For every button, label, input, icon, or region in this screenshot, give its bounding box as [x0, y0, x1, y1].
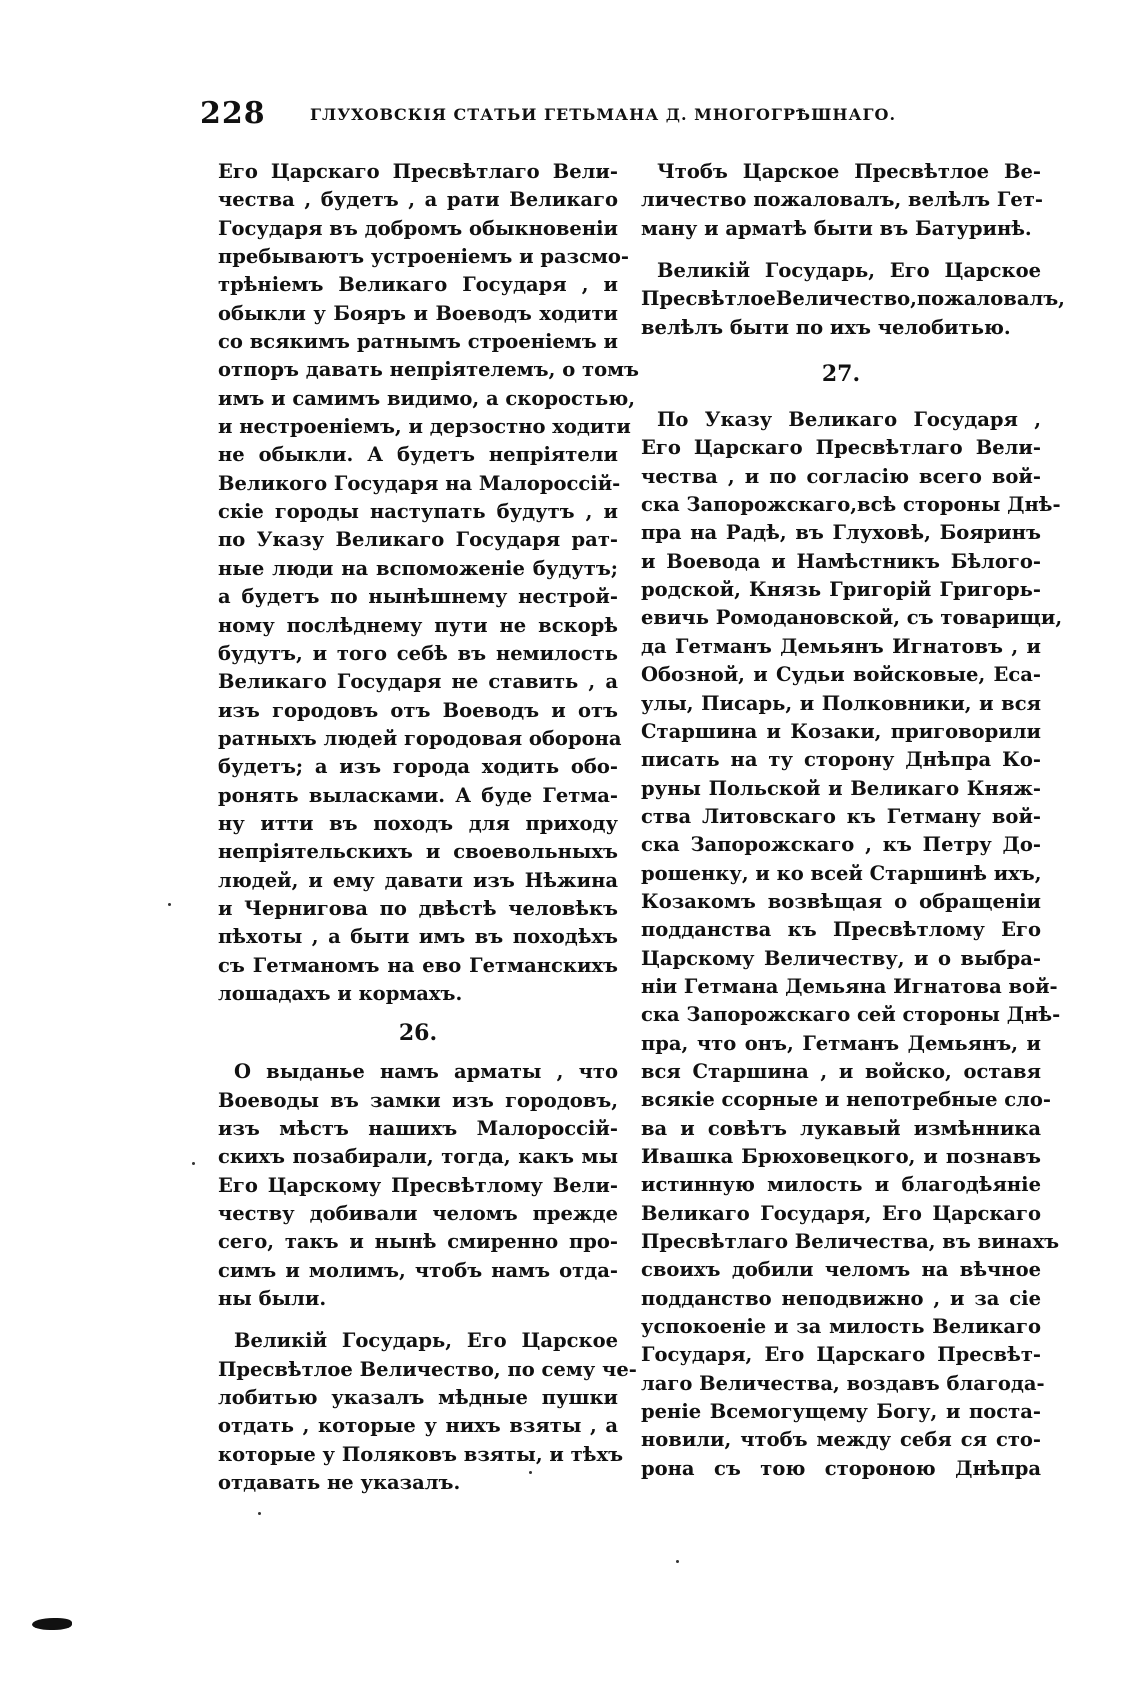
text-line: Его Царскаго Пресвѣтлаго Вели-: [641, 436, 1041, 460]
text-line: рошенку, и ко всей Старшинѣ ихъ,: [641, 861, 1042, 885]
paragraph-right-1: [641, 158, 1041, 243]
text-line: скіе городы наступать будутъ , и: [218, 500, 618, 524]
text-line: ніи Гетмана Демьяна Игнатова вой-: [641, 974, 1058, 998]
text-line: новили, чтобъ между себя ся сто-: [641, 1428, 1041, 1452]
text-line: Пресвѣтлое Величество, по сему че-: [218, 1357, 637, 1381]
text-line: Государя въ добромъ обыкновеніи: [218, 216, 618, 240]
text-line: которые у Поляковъ взяты, и тѣхъ: [218, 1442, 624, 1466]
text-line: пра, что онъ, Гетманъ Демьянъ, и: [641, 1031, 1041, 1055]
text-line: Пресвѣтлаго Величества, въ винахъ: [641, 1230, 1060, 1254]
right-column: [641, 158, 1065, 1483]
text-line: ратныхъ людей городовая оборона: [218, 726, 622, 750]
left-column: [218, 158, 639, 1497]
text-line: Чтобъ Царское Пресвѣтлое Ве-: [657, 160, 1041, 183]
text-line: и нестроеніемъ, и дерзостно ходити: [218, 415, 631, 439]
text-line: будутъ, и того себѣ въ немилость: [218, 641, 618, 665]
text-line: ска Запорожскаго , къ Петру До-: [641, 833, 1041, 857]
text-line: подданство неподвижно , и за сіе: [641, 1286, 1041, 1310]
text-line: а будетъ по нынѣшнему нестрой-: [218, 585, 618, 609]
text-line: сего, такъ и нынѣ смиренно про-: [218, 1230, 618, 1254]
text-line: со всякимъ ратнымъ строеніемъ и: [218, 330, 618, 354]
text-line: своихъ добили челомъ на вѣчное: [641, 1258, 1041, 1282]
text-line: ны были.: [218, 1287, 327, 1311]
text-line: скихъ позабирали, тогда, какъ мы: [218, 1145, 618, 1169]
text-line: Обозной, и Судьи войсковые, Еса-: [641, 663, 1041, 687]
text-line: руны Польской и Великаго Княж-: [641, 776, 1041, 800]
text-line: реніе Всемогущему Богу, и поста-: [641, 1400, 1041, 1424]
paragraph-right-2: [641, 257, 1065, 342]
text-line: Воеводы въ замки изъ городовъ,: [218, 1088, 618, 1112]
text-line: съ Гетманомъ на ево Гетманскихъ: [218, 953, 618, 977]
text-line: ну итти въ походъ для приходу: [218, 811, 618, 835]
text-line: Царскому Величеству, и о выбра-: [641, 946, 1041, 970]
text-line: Его Царскому Пресвѣтлому Вели-: [218, 1173, 618, 1197]
text-line: ману и арматѣ быти въ Батуринѣ.: [641, 216, 1032, 240]
scan-edge-mark: [32, 1618, 72, 1630]
text-line: обыкли у Бояръ и Воеводъ ходити: [218, 301, 618, 325]
text-line: Козакомъ возвѣщая о обращеніи: [641, 889, 1041, 913]
text-line: личество пожаловалъ, велѣлъ Гет-: [641, 188, 1043, 212]
text-line: Великаго Государя, Его Царскаго: [641, 1201, 1041, 1225]
text-line: по Указу Великаго Государя рат-: [218, 528, 618, 552]
text-line: ронять выласками. А буде Гетма-: [218, 783, 618, 807]
text-line: улы, Писарь, и Полковники, и вся: [641, 691, 1041, 715]
text-line: ные люди на вспоможеніе будутъ;: [218, 556, 618, 580]
scan-speck: [168, 903, 171, 906]
text-line: людей, и ему давати изъ Нѣжина: [218, 868, 618, 892]
text-line: По Указу Великаго Государя ,: [657, 408, 1041, 432]
text-line: лаго Величества, воздавъ благода-: [641, 1371, 1045, 1395]
text-line: чества , будетъ , а рати Великаго: [218, 188, 618, 212]
scan-speck: [529, 1471, 532, 1474]
text-line: ва и совѣтъ лукавый измѣнника: [641, 1116, 1041, 1140]
text-line: имъ и самимъ видимо, а скоростью,: [218, 386, 635, 410]
text-line: ска Запорожскаго,всѣ стороны Днѣ-: [641, 493, 1061, 517]
text-line: изъ городовъ отъ Воеводъ и отъ: [218, 698, 618, 722]
section-number-26: 26.: [398, 1020, 438, 1047]
text-line: велѣлъ быти по ихъ челобитью.: [641, 315, 1011, 339]
text-line: будетъ; а изъ города ходить обо-: [218, 755, 618, 779]
text-line: непріятельскихъ и своевольныхъ: [218, 840, 618, 864]
text-line: ска Запорожскаго сей стороны Днѣ-: [641, 1003, 1061, 1027]
text-line: Великого Государя на Малороссій-: [218, 471, 621, 495]
text-line: Великій Государь, Его Царское: [657, 259, 1041, 283]
scan-speck: [192, 1162, 195, 1165]
text-line: изъ мѣстъ нашихъ Малороссій-: [218, 1117, 618, 1140]
section-number-27: 27.: [821, 361, 861, 388]
text-line: ства Литовскаго къ Гетману вой-: [641, 804, 1041, 828]
text-line: Государя, Его Царскаго Пресвѣт-: [641, 1343, 1041, 1367]
text-line: писать на ту сторону Днѣпра Ко-: [641, 748, 1041, 772]
text-line: истинную милость и благодѣяніе: [641, 1173, 1041, 1197]
text-line: ному послѣднему пути не вскорѣ: [218, 613, 618, 637]
text-line: пребываютъ устроеніемъ и разсмо-: [218, 245, 630, 269]
text-line: пра на Радѣ, въ Глуховѣ, Бояринъ: [641, 521, 1041, 545]
page-header: [200, 96, 980, 136]
text-line: Его Царскаго Пресвѣтлаго Вели-: [218, 160, 618, 183]
text-line: О выданье намъ арматы , что: [234, 1060, 618, 1084]
text-line: да Гетманъ Демьянъ Игнатовъ , и: [641, 634, 1041, 658]
text-line: евичь Ромодановской, съ товарищи,: [641, 606, 1063, 630]
text-line: Великаго Государя не ставить , а: [218, 670, 618, 694]
paragraph-left-1: [218, 158, 639, 1008]
page-number: 228: [200, 96, 266, 131]
text-line: чества , и по согласію всего вой-: [641, 464, 1041, 488]
text-line: подданства къ Пресвѣтлому Его: [641, 918, 1041, 942]
paragraph-left-2: [218, 1058, 618, 1313]
paragraph-right-3: [641, 406, 1063, 1483]
text-line: Великій Государь, Его Царское: [234, 1329, 618, 1353]
running-title: ГЛУХОВСКІЯ СТАТЬИ ГЕТЬМАНА Д. МНОГОГРѢШНАГО.: [310, 105, 897, 124]
text-line: пѣхоты , а быти имъ въ походѣхъ: [218, 925, 618, 949]
scan-speck: [258, 1512, 261, 1515]
text-line: отпоръ давать непріятелемъ, о томъ: [218, 358, 639, 382]
text-line: Ивашка Брюховецкого, и познавъ: [641, 1145, 1041, 1168]
text-line: Старшина и Козаки, приговорили: [641, 719, 1041, 743]
text-line: не обыкли. А будетъ непріятели: [218, 443, 618, 467]
text-line: симъ и молимъ, чтобъ намъ отда-: [218, 1258, 618, 1282]
text-line: вся Старшина , и войско, оставя: [641, 1059, 1041, 1083]
text-line: отдать , которые у нихъ взяты , а: [218, 1414, 618, 1438]
text-line: ПресвѣтлоеВеличество,пожаловалъ,: [641, 287, 1065, 311]
paragraph-left-3: [218, 1327, 637, 1497]
text-line: и Чернигова по двѣстѣ человѣкъ: [218, 896, 618, 920]
text-line: отдавать не указалъ.: [218, 1471, 461, 1495]
text-line: честву добивали челомъ прежде: [218, 1202, 618, 1226]
scan-speck: [676, 1560, 679, 1563]
text-line: рона съ тою стороною Днѣпра: [641, 1456, 1041, 1480]
text-line: лошадахъ и кормахъ.: [218, 981, 463, 1005]
text-line: и Воевода и Намѣстникъ Бѣлого-: [641, 549, 1041, 573]
text-line: успокоеніе и за милость Великаго: [641, 1315, 1041, 1339]
text-line: всякіе ссорные и непотребные сло-: [641, 1088, 1051, 1112]
text-line: трѣніемъ Великаго Государя , и: [218, 273, 618, 297]
text-line: родской, Князь Григорій Григорь-: [641, 578, 1041, 602]
text-line: лобитью указалъ мѣдные пушки: [218, 1386, 618, 1410]
